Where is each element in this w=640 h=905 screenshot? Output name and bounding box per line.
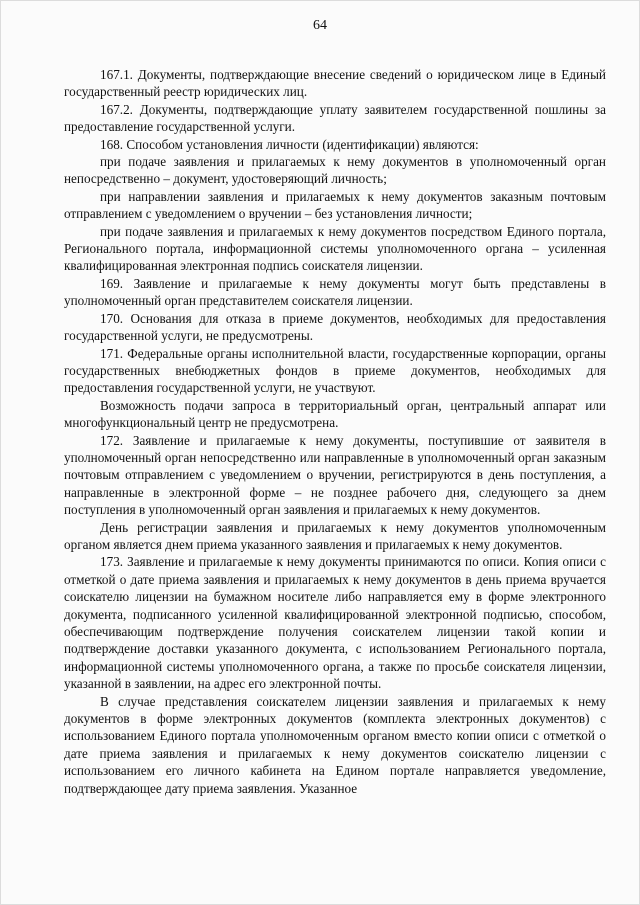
paragraph-172: 172. Заявление и прилагаемые к нему документы, поступившие от заявителя в уполномоченный орган непосредственно или направленные в уполномоченный орган заказным почтовым отправлением с уведомлением о вручении, регистрируются в день поступления, а направленные в электронной форме – не позднее рабочего дня, следующего за днем поступления в уполномоченный орган заявления и прилагаемых к нему документов. <box>64 432 606 518</box>
page-number: 64 <box>313 18 327 33</box>
paragraph-172-note: День регистрации заявления и прилагаемых к нему документов уполномоченным органом является днем приема указанного заявления и прилагаемых к нему документов. <box>64 519 606 552</box>
paragraph-168-item-2: при направлении заявления и прилагаемых к нему документов заказным почтовым отправлением с уведомлением о вручении – без установления личности; <box>64 188 606 222</box>
paragraph-169: 169. Заявление и прилагаемые к нему документы могут быть представлены в уполномоченный орган представителем соискателя лицензии. <box>64 275 606 309</box>
paragraph-168: 168. Способом установления личности (идентификации) являются: <box>100 136 479 152</box>
paragraph-168-item-1: при подаче заявления и прилагаемых к нему документов в уполномоченный орган непосредственно – документ, удостоверяющий личность; <box>64 154 606 187</box>
paragraph-173: 173. Заявление и прилагаемые к нему документы принимаются по описи. Копия описи с отметкой о дате приема заявления и прилагаемых к нему документов в день приема вручается соискателю лицензии на бумажном носителе либо направляется ему в форме электронного документа, подписанного усиленной квалифицированной электронной подписью, способом, обеспечивающим подтверждение получения соискателем лицензии такой копии и подтверждение доставки указанного документа, с использованием Регионального портала, информационной системы уполномоченного органа, а также по просьбе соискателя лицензии, указанной в заявлении, на адрес его электронной почты. <box>64 554 606 692</box>
paragraph-173-note: В случае представления соискателем лицензии заявления и прилагаемых к нему документов в форме электронных документов (комплекта электронных документов) с использованием Единого портала уполномоченным органом вместо копии описи с отметкой о дате приема заявления и прилагаемых к нему документов соискателю лицензии с использованием его личного кабинета на Едином портале направляется уведомление, подтверждающее дату приема заявления. Указанное <box>64 693 606 796</box>
paragraph-171-note: Возможность подачи запроса в территориальный орган, центральный аппарат или многофункциональный центр не предусмотрена. <box>64 397 606 431</box>
paragraph-167-2: 167.2. Документы, подтверждающие уплату заявителем государственной пошлины за предоставление государственной услуги. <box>64 101 606 135</box>
document-body <box>64 66 606 797</box>
paragraph-168-item-3: при подаче заявления и прилагаемых к нему документов посредством Единого портала, Регионального портала, информационной системы уполномоченного органа – усиленная квалифицированная электронная подпись соискателя лицензии. <box>64 223 606 274</box>
paragraph-170: 170. Основания для отказа в приеме документов, необходимых для предоставления государственной услуги, не предусмотрены. <box>64 310 606 344</box>
paragraph-171: 171. Федеральные органы исполнительной власти, государственные корпорации, органы государственных внебюджетных фондов в приеме документов, необходимых для предоставления государственной услуги, не участвуют. <box>64 345 606 396</box>
paragraph-167-1: 167.1. Документы, подтверждающие внесение сведений о юридическом лице в Единый государственный реестр юридических лиц. <box>64 67 606 100</box>
